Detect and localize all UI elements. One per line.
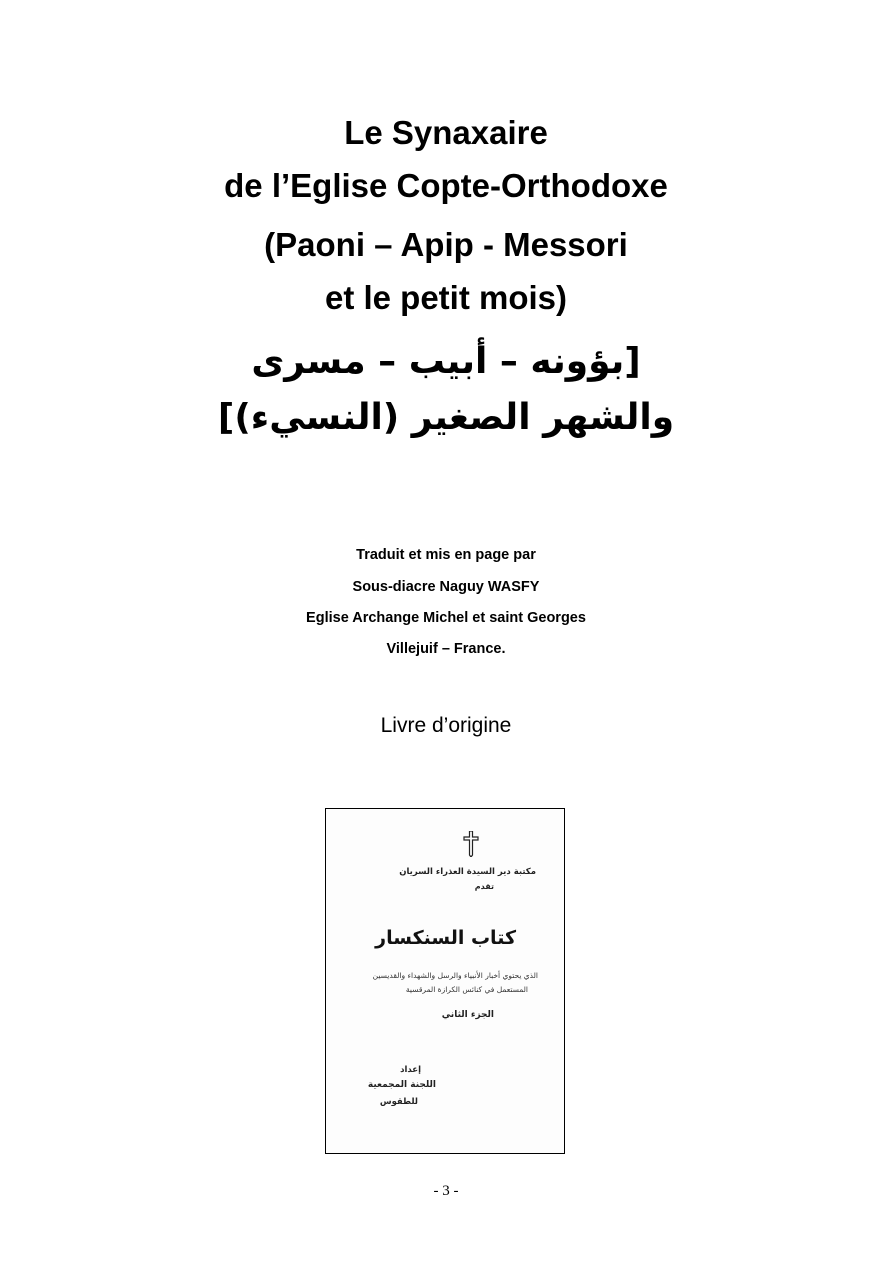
book-cover-image xyxy=(325,808,565,1154)
cover-presents: تقدم xyxy=(474,882,494,891)
page-number: - 3 - xyxy=(433,1183,459,1199)
credit-author: Sous-diacre Naguy WASFY xyxy=(352,579,540,595)
title-line-2: de l’Eglise Copte-Orthodoxe xyxy=(224,167,668,204)
credit-translated-by: Traduit et mis en page par xyxy=(356,547,536,563)
cover-description-1: الذي يحتوي أخبار الأنبياء والرسل والشهداء والقديسين xyxy=(372,971,538,980)
title-line-1: Le Synaxaire xyxy=(344,114,548,151)
title-line-3: (Paoni – Apip - Messori xyxy=(264,226,628,263)
arabic-title-line-1: [بؤونه – أبيب – مسرى xyxy=(251,341,641,382)
origin-label: Livre d’origine xyxy=(380,714,512,737)
credit-church: Eglise Archange Michel et saint Georges xyxy=(306,610,586,626)
cover-book-title: كتاب السنكسار xyxy=(375,927,516,949)
credit-location: Villejuif – France. xyxy=(386,641,506,657)
cover-description-2: المستعمل في كنائس الكرازة المرقسية xyxy=(405,985,528,994)
cover-rites: للطقوس xyxy=(379,1097,418,1107)
cross-icon xyxy=(463,831,479,857)
arabic-title-line-2: والشهر الصغير (النسيء)] xyxy=(217,397,675,438)
cover-committee: اللجنة المجمعية xyxy=(367,1080,436,1090)
cover-part: الجزء الثاني xyxy=(441,1010,494,1020)
cover-prepared-by: إعداد xyxy=(400,1065,421,1075)
cover-publisher: مكتبة دير السيدة العذراء السريان xyxy=(399,867,536,877)
title-line-4: et le petit mois) xyxy=(324,279,568,316)
